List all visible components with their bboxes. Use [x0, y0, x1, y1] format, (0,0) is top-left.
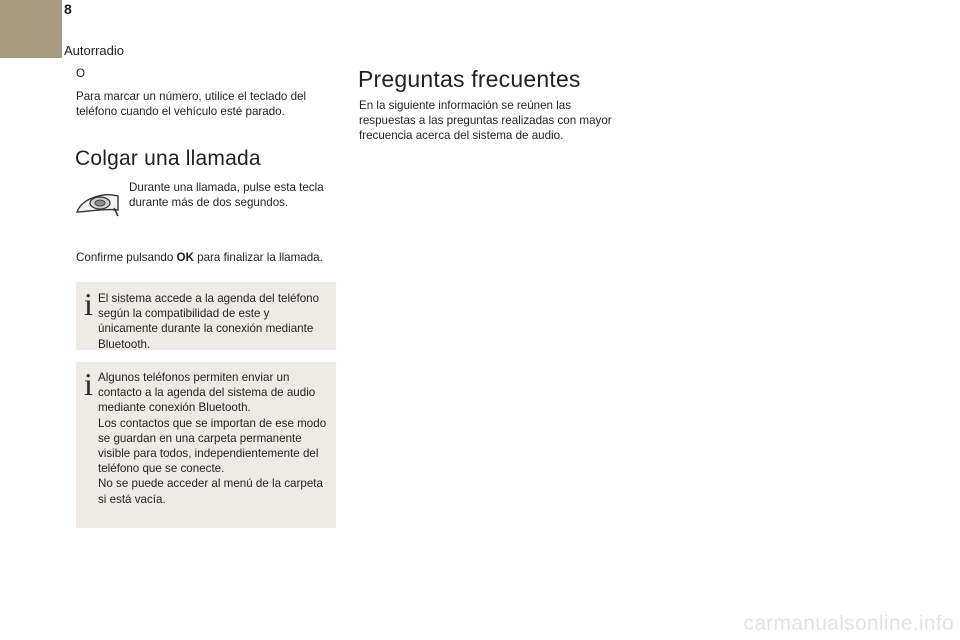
info-box-contacts-text [98, 370, 332, 507]
dial-instruction: Para marcar un número, utilice el teclado del teléfono cuando el vehículo esté parado. [76, 90, 307, 118]
info-icon: i [84, 286, 93, 322]
info-box-agenda [76, 282, 336, 350]
watermark: carmanualsonline.info [743, 612, 954, 635]
info-paragraph: Los contactos que se importan de ese modo se guardan en una carpeta permanente visible para todos, independientemente del teléfono que se conecte. [98, 416, 327, 476]
info-paragraph: No se puede acceder al menú de la carpeta si está vacía. [98, 477, 323, 506]
ok-key-label: OK [176, 251, 194, 264]
info-box-agenda-text: El sistema accede a la agenda del teléfono según la compatibilidad de este y únicamente durante la conexión mediante Bluetooth. [98, 292, 320, 351]
page-tab-marker [0, 0, 62, 58]
faq-intro: En la siguiente información se reúnen las respuestas a las preguntas realizadas con mayor frecuencia acerca del sistema de audio. [359, 99, 612, 142]
section-label: Autorradio [64, 43, 124, 58]
hangup-instruction: Durante una llamada, pulse esta tecla durante más de dos segundos. [129, 181, 324, 209]
hangup-heading: Colgar una llamada [75, 147, 261, 170]
info-paragraph: Algunos teléfonos permiten enviar un contacto a la agenda del sistema de audio mediante conexión Bluetooth. [98, 371, 316, 415]
confirm-prefix: Confirme pulsando [76, 251, 177, 264]
steering-phone-key-icon [74, 188, 122, 225]
faq-heading: Preguntas frecuentes [358, 66, 581, 92]
or-text: O [76, 67, 86, 80]
confirm-suffix: para finalizar la llamada. [193, 251, 323, 264]
info-box-contacts [76, 362, 336, 528]
info-icon: i [84, 366, 93, 402]
confirm-instruction [76, 250, 338, 265]
page-number: 8 [64, 1, 72, 17]
